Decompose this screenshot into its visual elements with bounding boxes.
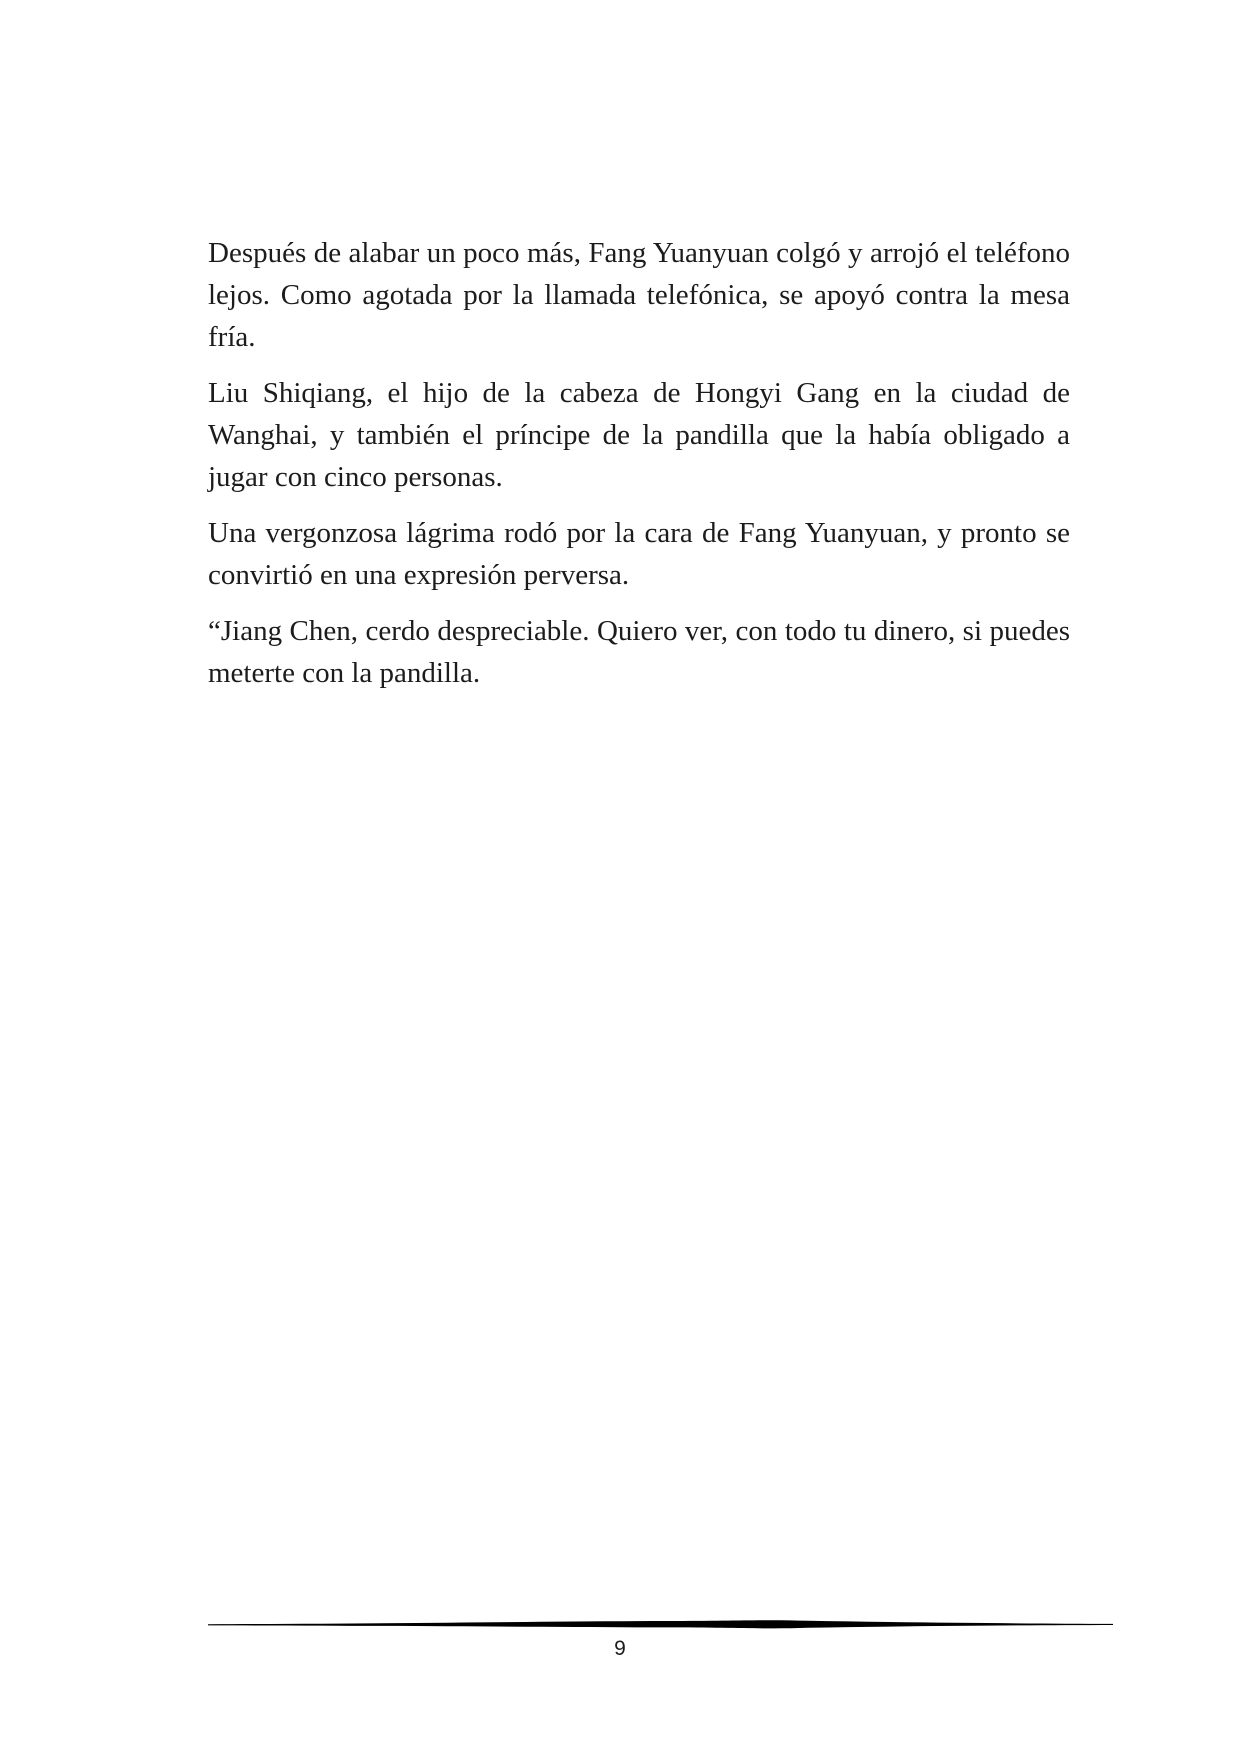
page-number: 9: [614, 1637, 626, 1660]
footer-rule: [208, 1618, 1113, 1632]
body-text: [208, 232, 1070, 708]
paragraph: Una vergonzosa lágrima rodó por la cara de Fang Yuanyuan, y pronto se convirtió en una expresión perversa.: [208, 517, 1070, 591]
paragraph: Después de alabar un poco más, Fang Yuanyuan colgó y arrojó el teléfono lejos. Como agotada por la llamada telefónica, se apoyó contra la mesa fría.: [208, 237, 1070, 353]
paragraph: “Jiang Chen, cerdo despreciable. Quiero ver, con todo tu dinero, si puedes meterte con la pandilla.: [208, 615, 1070, 689]
paragraph: Liu Shiqiang, el hijo de la cabeza de Hongyi Gang en la ciudad de Wanghai, y también el príncipe de la pandilla que la había obligado a jugar con cinco personas.: [208, 377, 1070, 493]
footer-rule-swash: [208, 1620, 1113, 1628]
